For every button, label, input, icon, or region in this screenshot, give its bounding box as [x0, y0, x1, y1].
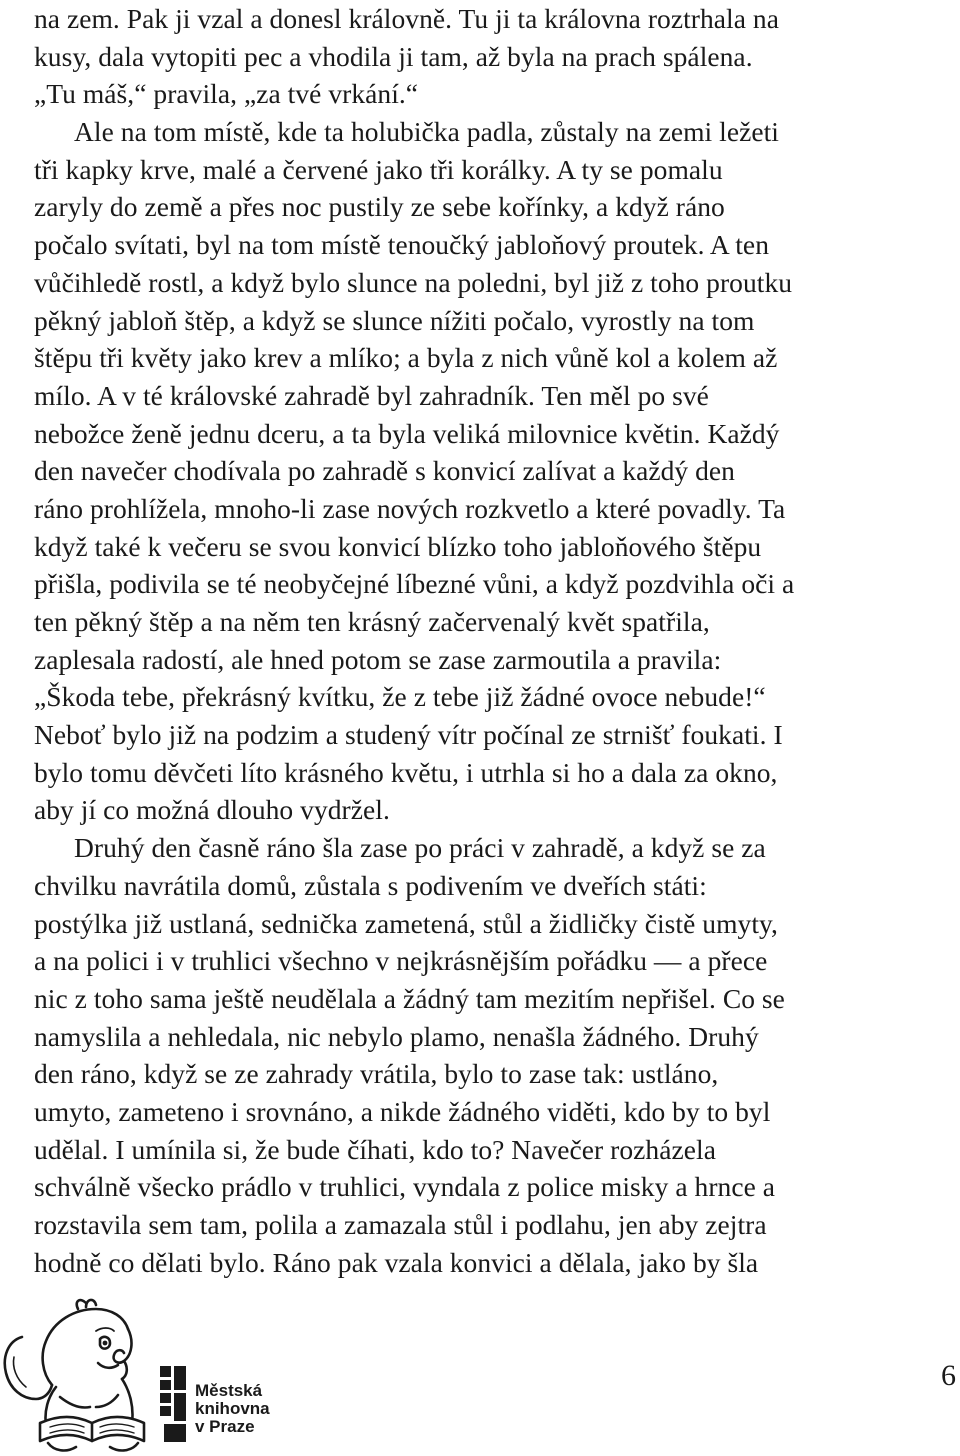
- text-line: nebožce ženě jednu dceru, a ta byla veliká milovnice květin. Každý: [34, 417, 780, 449]
- text-line: „Tu máš,“ pravila, „za tvé vrkání.“: [34, 78, 419, 110]
- text-line: tři kapky krve, malé a červené jako tři korálky. A ty se pomalu: [34, 153, 723, 185]
- text-line: zaryly do země a přes noc pustily ze sebe kořínky, a když ráno: [34, 191, 725, 223]
- text-line: bylo tomu děvčeti líto krásného květu, i utrhla si ho a dala za okno,: [34, 756, 778, 788]
- text-line: „Škoda tebe, překrásný kvítku, že z tebe již žádné ovoce nebude!“: [34, 681, 766, 713]
- book-text: [34, 0, 960, 1281]
- text-line: den ráno, když se ze zahrady vrátila, bylo to zase tak: ustláno,: [34, 1058, 719, 1090]
- text-line: a na polici i v truhlici všechno v nejkrásnějším pořádku — a přece: [34, 945, 768, 977]
- library-name: [195, 1382, 270, 1436]
- text-line: chvilku navrátila domů, zůstala s podivením ve dveřích státi:: [34, 869, 707, 901]
- text-line: postýlka již ustlaná, sednička zametená, stůl a židličky čistě umyty,: [34, 907, 778, 939]
- text-line: den navečer chodívala po zahradě s konvicí zalívat a každý den: [34, 455, 735, 487]
- text-line: kusy, dala vytopiti pec a vhodila ji tam, až byla na prach spálena.: [34, 40, 753, 72]
- text-line: umyto, zameteno i srovnáno, a nikde žádného viděti, kdo by to byl: [34, 1095, 771, 1127]
- text-line: namyslila a nehledala, nic nebylo plamo, nenašla žádného. Druhý: [34, 1020, 759, 1052]
- text-line: udělal. I umínila si, že bude číhati, kdo to? Navečer rozházela: [34, 1133, 716, 1165]
- text-line: Neboť bylo již na podzim a studený vítr počínal ze strnišť foukati. I: [34, 719, 783, 751]
- text-line: Druhý den časně ráno šla zase po práci v zahradě, a když se za: [74, 832, 766, 864]
- library-logo-icon: [160, 1366, 186, 1442]
- text-line: zaplesala radostí, ale hned potom se zase zarmoutila a pravila:: [34, 643, 722, 675]
- text-line: schválně všecko prádlo v truhlici, vyndala z police misky a hrnce a: [34, 1171, 776, 1203]
- text-line: ten pěkný štěp a na něm ten krásný začervenalý květ spatřila,: [34, 606, 710, 637]
- text-line: přišla, podivila se té neobyčejné líbezné vůni, a když pozdvihla oči a: [34, 568, 795, 600]
- text-line: aby jí co možná dlouho vydržel.: [34, 794, 390, 826]
- text-line: štěpu tři květy jako krev a mlíko; a byla z nich vůně kol a kolem až: [34, 342, 778, 374]
- elephant-reading-illustration: [0, 1295, 160, 1456]
- text-line: ráno prohlížela, mnoho-li zase nových rozkvetlo a které povadly. Ta: [34, 492, 786, 524]
- page-number: 6: [941, 1359, 956, 1392]
- library-name-line: knihovna: [195, 1399, 270, 1418]
- text-line: na zem. Pak ji vzal a donesl královně. Tu ji ta královna roztrhala na: [34, 3, 779, 34]
- library-name-line: Městská: [195, 1381, 263, 1400]
- library-name-line: v Praze: [195, 1417, 255, 1436]
- text-line: hodně co dělati bylo. Ráno pak vzala konvici a dělala, jako by šla: [34, 1246, 759, 1278]
- text-line: vůčihledě rostl, a když bylo slunce na poledni, byl již z toho proutku: [34, 266, 793, 298]
- text-line: když také k večeru se svou konvicí blízko toho jabloňového štěpu: [34, 530, 762, 562]
- text-line: nic z toho sama ještě neudělala a žádný tam mezitím nepřišel. Co se: [34, 982, 785, 1014]
- text-line: Ale na tom místě, kde ta holubička padla, zůstaly na zemi ležeti: [74, 116, 779, 148]
- text-line: mílo. A v té královské zahradě byl zahradník. Ten měl po své: [34, 379, 709, 411]
- text-line: počalo svítati, byl na tom místě tenoučký jabloňový proutek. A ten: [34, 229, 769, 261]
- text-line: pěkný jabloň štěp, a když se slunce nížiti počalo, vyrostly na tom: [34, 304, 755, 336]
- text-line: rozstavila sem tam, polila a zamazala stůl i podlahu, jen aby zejtra: [34, 1209, 767, 1240]
